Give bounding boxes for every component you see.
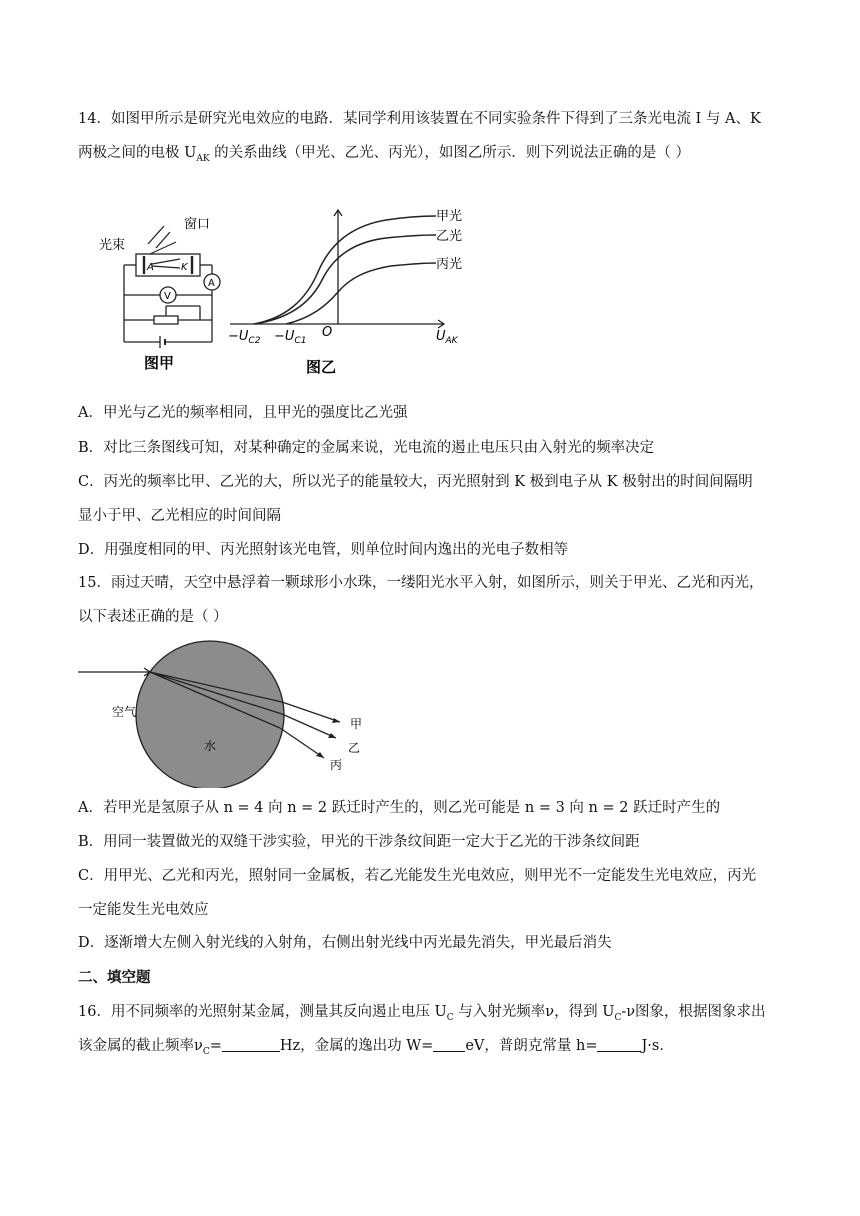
ray-bing <box>280 728 324 758</box>
label-series-yi: 乙光 <box>436 229 463 244</box>
figure-jia-circuit <box>92 196 222 386</box>
q15-stem-line1: 15．雨过天晴，天空中悬浮着一颗球形小水珠，一缕阳光水平入射，如图所示，则关于甲光、乙光和丙光， <box>78 575 764 591</box>
curve-yi <box>254 235 436 324</box>
label-water: 水 <box>204 739 217 753</box>
curve-bing <box>286 263 436 324</box>
answer-blank-frequency[interactable] <box>222 1037 280 1052</box>
label-ray-jia: 甲 <box>350 717 363 731</box>
figure-yi-iu-curves <box>226 200 474 385</box>
q14-option-b[interactable]: B．对比三条图线可知，对某种确定的金属来说，光电流的遏止电压只由入射光的频率决定 <box>78 440 655 456</box>
water-droplet <box>136 641 284 788</box>
label-cathode: K <box>181 262 188 273</box>
tick-uc1: $-U_{C1}$ <box>274 329 307 346</box>
q14-option-a[interactable]: A．甲光与乙光的频率相同，且甲光的强度比乙光强 <box>78 405 408 421</box>
section-title: 二、填空题 <box>78 969 151 986</box>
curve-jia <box>254 216 436 324</box>
answer-blank-planck[interactable] <box>597 1037 641 1052</box>
q14-stem-line2: 两极之间的电极 $U_{AK}$ 的关系曲线（甲光、乙光、丙光），如图乙所示．则下列说法正确的是（ ） <box>78 145 691 164</box>
q15-option-c-line2[interactable]: 一定能发生光电效应 <box>78 902 209 918</box>
q15-option-c-line1[interactable]: C．用甲光、乙光和丙光，照射同一金属板，若乙光能发生光电效应，则甲光不一定能发生光电效应，丙光 <box>78 868 757 884</box>
q15-option-b[interactable]: B．用同一装置做光的双缝干涉实验，甲光的干涉条纹间距一定大于乙光的干涉条纹间距 <box>78 834 640 850</box>
q14-option-c-line1[interactable]: C．丙光的频率比甲、乙光的大，所以光子的能量较大，丙光照射到 K 极到电子从 K 极射出的时间间隔明 <box>78 474 753 490</box>
tick-uc2: $-U_{C2}$ <box>228 329 261 346</box>
answer-blank-work-function[interactable] <box>433 1037 465 1052</box>
label-ray-bing: 丙 <box>330 758 343 772</box>
q15-option-a[interactable]: A．若甲光是氢原子从 n = 4 向 n = 2 跃迁时产生的，则乙光可能是 n = 3 向 n = 2 跃迁时产生的 <box>78 800 721 816</box>
caption-jia: 图甲 <box>144 354 175 372</box>
label-beam: 光束 <box>99 238 126 253</box>
q16-line1: 16．用不同频率的光照射某金属，测量其反向遏止电压 $U_C$ 与入射光频率ν，得到 $U_C-\nu$图象，根据图象求出 <box>78 1004 766 1023</box>
ray-jia <box>282 702 340 722</box>
label-window: 窗口 <box>184 217 211 232</box>
caption-yi: 图乙 <box>306 358 337 376</box>
label-anode: A <box>147 262 154 273</box>
q14-option-c-line2[interactable]: 显小于甲、乙光相应的时间间隔 <box>78 508 281 524</box>
label-ray-yi: 乙 <box>348 741 361 755</box>
q16-line2: 该金属的截止频率$\nu_C= Hz$，金属的逸出功 W= eV，普朗克常量 h= J·s． <box>78 1038 674 1057</box>
label-voltmeter: V <box>164 291 171 302</box>
q14-option-d[interactable]: D．用强度相同的甲、丙光照射该光电管，则单位时间内逸出的光电子数相等 <box>78 542 569 558</box>
q14-stem-line1: 14．如图甲所示是研究光电效应的电路．某同学利用该装置在不同实验条件下得到了三条光电流 I 与 A、K <box>78 111 761 127</box>
q15-option-d[interactable]: D．逐渐增大左侧入射光线的入射角，右侧出射光线中丙光最先消失，甲光最后消失 <box>78 935 612 951</box>
origin-label: O <box>322 325 333 340</box>
q15-stem-line2: 以下表述正确的是（ ） <box>78 609 228 625</box>
label-series-jia: 甲光 <box>436 209 463 224</box>
figure-water-droplet <box>78 638 378 788</box>
x-axis-label: $U_{AK}$ <box>436 329 458 346</box>
label-series-bing: 丙光 <box>436 257 463 272</box>
label-ammeter: A <box>208 278 215 289</box>
label-air: 空气 <box>112 705 137 719</box>
